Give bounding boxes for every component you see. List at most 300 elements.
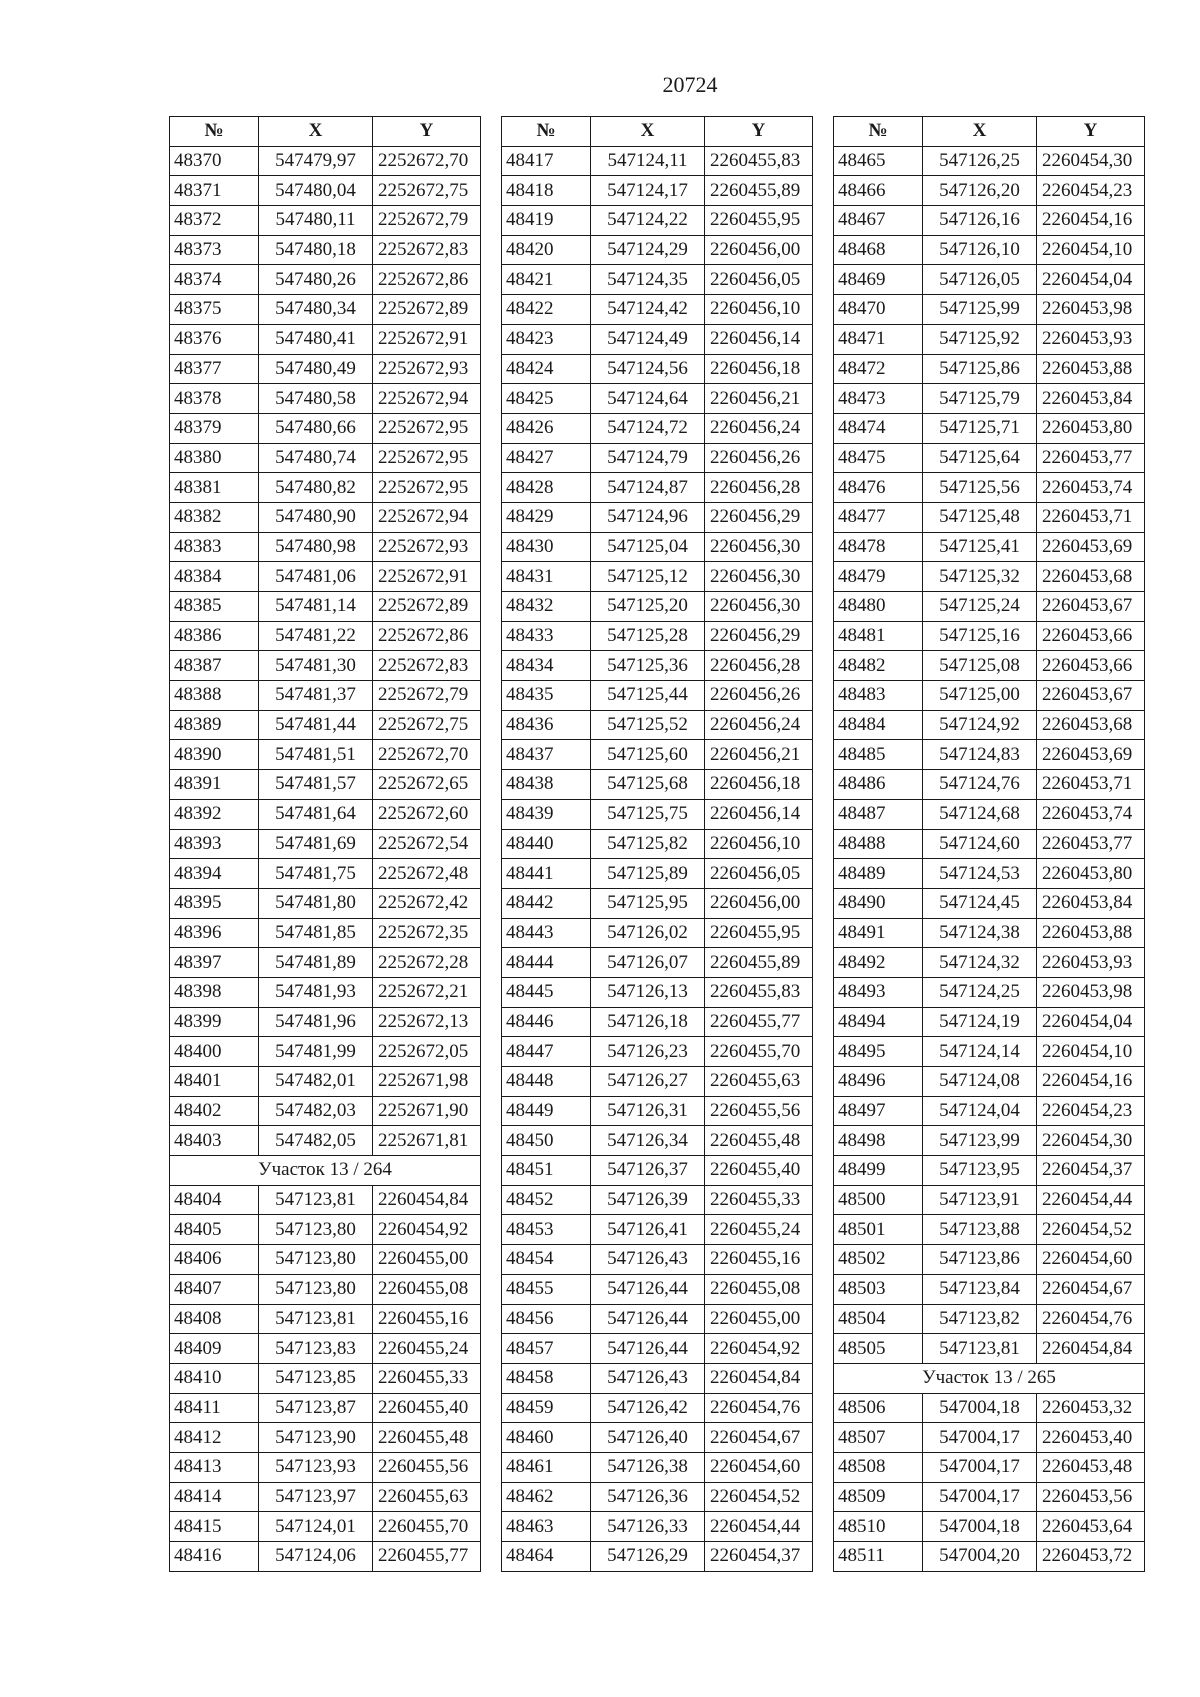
x-coordinate-cell: 547126,16 xyxy=(923,206,1037,236)
section-row xyxy=(170,1156,481,1186)
y-coordinate-cell: 2252672,93 xyxy=(373,354,481,384)
y-coordinate-cell: 2260455,70 xyxy=(373,1512,481,1542)
table-row xyxy=(502,1037,813,1067)
header-num: № xyxy=(502,117,591,147)
y-coordinate-cell: 2252672,83 xyxy=(373,651,481,681)
x-coordinate-cell: 547123,82 xyxy=(923,1304,1037,1334)
table-row xyxy=(170,651,481,681)
table-row xyxy=(170,918,481,948)
y-coordinate-cell: 2260453,71 xyxy=(1037,502,1145,532)
table-row xyxy=(502,770,813,800)
point-number-cell: 48450 xyxy=(502,1126,591,1156)
x-coordinate-cell: 547480,90 xyxy=(259,502,373,532)
x-coordinate-cell: 547124,72 xyxy=(591,413,705,443)
table-row xyxy=(502,1512,813,1542)
table-row xyxy=(502,1393,813,1423)
x-coordinate-cell: 547126,42 xyxy=(591,1393,705,1423)
table-row xyxy=(834,948,1145,978)
y-coordinate-cell: 2260453,64 xyxy=(1037,1512,1145,1542)
x-coordinate-cell: 547480,26 xyxy=(259,265,373,295)
table-row xyxy=(834,235,1145,265)
point-number-cell: 48438 xyxy=(502,770,591,800)
point-number-cell: 48383 xyxy=(170,532,259,562)
point-number-cell: 48472 xyxy=(834,354,923,384)
point-number-cell: 48399 xyxy=(170,1007,259,1037)
point-number-cell: 48510 xyxy=(834,1512,923,1542)
point-number-cell: 48458 xyxy=(502,1363,591,1393)
table-row xyxy=(502,1096,813,1126)
x-coordinate-cell: 547126,38 xyxy=(591,1452,705,1482)
table-row xyxy=(502,799,813,829)
y-coordinate-cell: 2260453,68 xyxy=(1037,710,1145,740)
table-row xyxy=(502,502,813,532)
point-number-cell: 48421 xyxy=(502,265,591,295)
x-coordinate-cell: 547125,68 xyxy=(591,770,705,800)
point-number-cell: 48418 xyxy=(502,176,591,206)
point-number-cell: 48370 xyxy=(170,146,259,176)
x-coordinate-cell: 547124,11 xyxy=(591,146,705,176)
x-coordinate-cell: 547123,93 xyxy=(259,1452,373,1482)
x-coordinate-cell: 547126,07 xyxy=(591,948,705,978)
y-coordinate-cell: 2260453,66 xyxy=(1037,621,1145,651)
table-row xyxy=(170,1067,481,1097)
x-coordinate-cell: 547481,96 xyxy=(259,1007,373,1037)
y-coordinate-cell: 2260454,52 xyxy=(1037,1215,1145,1245)
point-number-cell: 48384 xyxy=(170,562,259,592)
x-coordinate-cell: 547126,44 xyxy=(591,1304,705,1334)
point-number-cell: 48405 xyxy=(170,1215,259,1245)
y-coordinate-cell: 2260455,24 xyxy=(373,1334,481,1364)
x-coordinate-cell: 547482,01 xyxy=(259,1067,373,1097)
table-row xyxy=(502,1215,813,1245)
point-number-cell: 48387 xyxy=(170,651,259,681)
table-row xyxy=(502,710,813,740)
table-row xyxy=(834,1185,1145,1215)
y-coordinate-cell: 2260456,30 xyxy=(705,592,813,622)
x-coordinate-cell: 547480,58 xyxy=(259,384,373,414)
table-row xyxy=(834,592,1145,622)
table-row xyxy=(502,918,813,948)
point-number-cell: 48485 xyxy=(834,740,923,770)
x-coordinate-cell: 547126,05 xyxy=(923,265,1037,295)
x-coordinate-cell: 547124,42 xyxy=(591,295,705,325)
y-coordinate-cell: 2252671,81 xyxy=(373,1126,481,1156)
x-coordinate-cell: 547124,29 xyxy=(591,235,705,265)
y-coordinate-cell: 2260456,28 xyxy=(705,651,813,681)
x-coordinate-cell: 547125,64 xyxy=(923,443,1037,473)
header-num: № xyxy=(170,117,259,147)
point-number-cell: 48489 xyxy=(834,859,923,889)
y-coordinate-cell: 2252672,83 xyxy=(373,235,481,265)
table-row xyxy=(170,1512,481,1542)
x-coordinate-cell: 547480,66 xyxy=(259,413,373,443)
x-coordinate-cell: 547123,85 xyxy=(259,1363,373,1393)
point-number-cell: 48468 xyxy=(834,235,923,265)
point-number-cell: 48423 xyxy=(502,324,591,354)
y-coordinate-cell: 2252672,86 xyxy=(373,621,481,651)
point-number-cell: 48504 xyxy=(834,1304,923,1334)
point-number-cell: 48482 xyxy=(834,651,923,681)
table-row xyxy=(502,859,813,889)
header-row xyxy=(502,117,813,147)
x-coordinate-cell: 547123,99 xyxy=(923,1126,1037,1156)
point-number-cell: 48434 xyxy=(502,651,591,681)
point-number-cell: 48491 xyxy=(834,918,923,948)
point-number-cell: 48495 xyxy=(834,1037,923,1067)
point-number-cell: 48388 xyxy=(170,681,259,711)
x-coordinate-cell: 547124,83 xyxy=(923,740,1037,770)
x-coordinate-cell: 547126,23 xyxy=(591,1037,705,1067)
y-coordinate-cell: 2260454,44 xyxy=(705,1512,813,1542)
x-coordinate-cell: 547125,71 xyxy=(923,413,1037,443)
table-row xyxy=(834,1334,1145,1364)
table-row xyxy=(170,948,481,978)
point-number-cell: 48408 xyxy=(170,1304,259,1334)
x-coordinate-cell: 547481,14 xyxy=(259,592,373,622)
point-number-cell: 48417 xyxy=(502,146,591,176)
point-number-cell: 48390 xyxy=(170,740,259,770)
x-coordinate-cell: 547481,93 xyxy=(259,977,373,1007)
x-coordinate-cell: 547124,53 xyxy=(923,859,1037,889)
table-row xyxy=(170,265,481,295)
table-row xyxy=(502,1363,813,1393)
point-number-cell: 48470 xyxy=(834,295,923,325)
point-number-cell: 48500 xyxy=(834,1185,923,1215)
point-number-cell: 48419 xyxy=(502,206,591,236)
table-row xyxy=(170,888,481,918)
y-coordinate-cell: 2260454,44 xyxy=(1037,1185,1145,1215)
x-coordinate-cell: 547125,04 xyxy=(591,532,705,562)
y-coordinate-cell: 2252672,94 xyxy=(373,384,481,414)
y-coordinate-cell: 2260454,10 xyxy=(1037,1037,1145,1067)
table-row xyxy=(170,324,481,354)
table-row xyxy=(170,354,481,384)
table-row xyxy=(170,740,481,770)
x-coordinate-cell: 547123,81 xyxy=(923,1334,1037,1364)
y-coordinate-cell: 2260455,56 xyxy=(705,1096,813,1126)
table-row xyxy=(502,473,813,503)
x-coordinate-cell: 547125,32 xyxy=(923,562,1037,592)
table-row xyxy=(502,1156,813,1186)
y-coordinate-cell: 2252672,48 xyxy=(373,859,481,889)
page-number: 20724 xyxy=(662,72,718,97)
y-coordinate-cell: 2260456,05 xyxy=(705,859,813,889)
table-row xyxy=(170,1334,481,1364)
table-row xyxy=(170,1245,481,1275)
table-row xyxy=(834,1452,1145,1482)
point-number-cell: 48376 xyxy=(170,324,259,354)
table-row xyxy=(170,235,481,265)
y-coordinate-cell: 2260453,40 xyxy=(1037,1423,1145,1453)
section-label: Участок 13 / 264 xyxy=(170,1156,481,1186)
table-row xyxy=(170,799,481,829)
x-coordinate-cell: 547124,14 xyxy=(923,1037,1037,1067)
point-number-cell: 48506 xyxy=(834,1393,923,1423)
x-coordinate-cell: 547124,06 xyxy=(259,1542,373,1572)
table-row xyxy=(834,651,1145,681)
y-coordinate-cell: 2252672,93 xyxy=(373,532,481,562)
point-number-cell: 48511 xyxy=(834,1542,923,1572)
x-coordinate-cell: 547481,85 xyxy=(259,918,373,948)
x-coordinate-cell: 547004,18 xyxy=(923,1512,1037,1542)
y-coordinate-cell: 2260455,63 xyxy=(373,1482,481,1512)
y-coordinate-cell: 2260453,80 xyxy=(1037,413,1145,443)
x-coordinate-cell: 547126,44 xyxy=(591,1334,705,1364)
x-coordinate-cell: 547126,43 xyxy=(591,1245,705,1275)
y-coordinate-cell: 2260455,83 xyxy=(705,977,813,1007)
table-row xyxy=(834,295,1145,325)
coordinates-table-2 xyxy=(501,116,813,1572)
point-number-cell: 48497 xyxy=(834,1096,923,1126)
y-coordinate-cell: 2252672,86 xyxy=(373,265,481,295)
y-coordinate-cell: 2260456,18 xyxy=(705,770,813,800)
point-number-cell: 48416 xyxy=(170,1542,259,1572)
y-coordinate-cell: 2260455,16 xyxy=(705,1245,813,1275)
table-row xyxy=(170,502,481,532)
table-row xyxy=(502,1185,813,1215)
point-number-cell: 48457 xyxy=(502,1334,591,1364)
table-row xyxy=(834,1482,1145,1512)
table-row xyxy=(834,681,1145,711)
y-coordinate-cell: 2260454,67 xyxy=(1037,1274,1145,1304)
point-number-cell: 48451 xyxy=(502,1156,591,1186)
table-row xyxy=(834,977,1145,1007)
x-coordinate-cell: 547123,80 xyxy=(259,1245,373,1275)
point-number-cell: 48428 xyxy=(502,473,591,503)
header-y: Y xyxy=(373,117,481,147)
x-coordinate-cell: 547125,00 xyxy=(923,681,1037,711)
x-coordinate-cell: 547126,20 xyxy=(923,176,1037,206)
point-number-cell: 48380 xyxy=(170,443,259,473)
y-coordinate-cell: 2260455,95 xyxy=(705,206,813,236)
x-coordinate-cell: 547481,51 xyxy=(259,740,373,770)
y-coordinate-cell: 2260454,84 xyxy=(1037,1334,1145,1364)
y-coordinate-cell: 2260453,74 xyxy=(1037,473,1145,503)
table-row xyxy=(834,1096,1145,1126)
x-coordinate-cell: 547125,24 xyxy=(923,592,1037,622)
table-row xyxy=(502,621,813,651)
x-coordinate-cell: 547125,12 xyxy=(591,562,705,592)
y-coordinate-cell: 2260453,77 xyxy=(1037,443,1145,473)
table-row xyxy=(834,1037,1145,1067)
table-row xyxy=(502,651,813,681)
y-coordinate-cell: 2252672,89 xyxy=(373,592,481,622)
point-number-cell: 48477 xyxy=(834,502,923,532)
table-row xyxy=(834,888,1145,918)
table-row xyxy=(170,621,481,651)
y-coordinate-cell: 2260453,71 xyxy=(1037,770,1145,800)
x-coordinate-cell: 547123,81 xyxy=(259,1185,373,1215)
point-number-cell: 48402 xyxy=(170,1096,259,1126)
table-row xyxy=(502,1423,813,1453)
point-number-cell: 48379 xyxy=(170,413,259,443)
x-coordinate-cell: 547126,43 xyxy=(591,1363,705,1393)
point-number-cell: 48413 xyxy=(170,1452,259,1482)
x-coordinate-cell: 547124,92 xyxy=(923,710,1037,740)
y-coordinate-cell: 2252672,79 xyxy=(373,206,481,236)
point-number-cell: 48440 xyxy=(502,829,591,859)
y-coordinate-cell: 2260453,68 xyxy=(1037,562,1145,592)
x-coordinate-cell: 547126,10 xyxy=(923,235,1037,265)
table-row xyxy=(834,770,1145,800)
table-row xyxy=(502,1274,813,1304)
x-coordinate-cell: 547124,22 xyxy=(591,206,705,236)
x-coordinate-cell: 547123,88 xyxy=(923,1215,1037,1245)
x-coordinate-cell: 547481,89 xyxy=(259,948,373,978)
point-number-cell: 48499 xyxy=(834,1156,923,1186)
y-coordinate-cell: 2252672,75 xyxy=(373,176,481,206)
point-number-cell: 48498 xyxy=(834,1126,923,1156)
point-number-cell: 48397 xyxy=(170,948,259,978)
y-coordinate-cell: 2252672,54 xyxy=(373,829,481,859)
table-row xyxy=(502,1007,813,1037)
x-coordinate-cell: 547125,28 xyxy=(591,621,705,651)
point-number-cell: 48371 xyxy=(170,176,259,206)
table-row xyxy=(502,324,813,354)
y-coordinate-cell: 2260456,26 xyxy=(705,443,813,473)
y-coordinate-cell: 2260455,95 xyxy=(705,918,813,948)
x-coordinate-cell: 547481,30 xyxy=(259,651,373,681)
y-coordinate-cell: 2260456,14 xyxy=(705,799,813,829)
x-coordinate-cell: 547125,92 xyxy=(923,324,1037,354)
table-row xyxy=(834,1512,1145,1542)
y-coordinate-cell: 2260456,30 xyxy=(705,562,813,592)
y-coordinate-cell: 2260455,89 xyxy=(705,948,813,978)
table-row xyxy=(834,176,1145,206)
header-row xyxy=(170,117,481,147)
table-row xyxy=(834,621,1145,651)
section-row xyxy=(834,1363,1145,1393)
table-row xyxy=(502,176,813,206)
x-coordinate-cell: 547124,35 xyxy=(591,265,705,295)
x-coordinate-cell: 547124,64 xyxy=(591,384,705,414)
point-number-cell: 48374 xyxy=(170,265,259,295)
x-coordinate-cell: 547123,97 xyxy=(259,1482,373,1512)
x-coordinate-cell: 547126,39 xyxy=(591,1185,705,1215)
x-coordinate-cell: 547123,86 xyxy=(923,1245,1037,1275)
table-row xyxy=(502,265,813,295)
table-row xyxy=(502,384,813,414)
table-row xyxy=(502,1542,813,1572)
y-coordinate-cell: 2260454,60 xyxy=(705,1452,813,1482)
y-coordinate-cell: 2252672,95 xyxy=(373,473,481,503)
y-coordinate-cell: 2252672,28 xyxy=(373,948,481,978)
y-coordinate-cell: 2260455,16 xyxy=(373,1304,481,1334)
point-number-cell: 48373 xyxy=(170,235,259,265)
table-row xyxy=(170,473,481,503)
y-coordinate-cell: 2260455,08 xyxy=(373,1274,481,1304)
y-coordinate-cell: 2260454,60 xyxy=(1037,1245,1145,1275)
y-coordinate-cell: 2260453,77 xyxy=(1037,829,1145,859)
point-number-cell: 48453 xyxy=(502,1215,591,1245)
point-number-cell: 48430 xyxy=(502,532,591,562)
y-coordinate-cell: 2260456,29 xyxy=(705,502,813,532)
point-number-cell: 48444 xyxy=(502,948,591,978)
point-number-cell: 48507 xyxy=(834,1423,923,1453)
point-number-cell: 48406 xyxy=(170,1245,259,1275)
x-coordinate-cell: 547481,64 xyxy=(259,799,373,829)
x-coordinate-cell: 547124,76 xyxy=(923,770,1037,800)
y-coordinate-cell: 2260455,83 xyxy=(705,146,813,176)
x-coordinate-cell: 547481,69 xyxy=(259,829,373,859)
x-coordinate-cell: 547124,68 xyxy=(923,799,1037,829)
y-coordinate-cell: 2260455,00 xyxy=(373,1245,481,1275)
point-number-cell: 48473 xyxy=(834,384,923,414)
x-coordinate-cell: 547125,82 xyxy=(591,829,705,859)
y-coordinate-cell: 2260453,93 xyxy=(1037,948,1145,978)
point-number-cell: 48409 xyxy=(170,1334,259,1364)
header-x: X xyxy=(923,117,1037,147)
x-coordinate-cell: 547125,86 xyxy=(923,354,1037,384)
y-coordinate-cell: 2260453,80 xyxy=(1037,859,1145,889)
x-coordinate-cell: 547125,36 xyxy=(591,651,705,681)
header-row xyxy=(834,117,1145,147)
table-row xyxy=(834,443,1145,473)
point-number-cell: 48503 xyxy=(834,1274,923,1304)
x-coordinate-cell: 547479,97 xyxy=(259,146,373,176)
x-coordinate-cell: 547004,18 xyxy=(923,1393,1037,1423)
x-coordinate-cell: 547126,31 xyxy=(591,1096,705,1126)
y-coordinate-cell: 2260456,24 xyxy=(705,413,813,443)
y-coordinate-cell: 2260455,77 xyxy=(373,1542,481,1572)
table-row xyxy=(834,1007,1145,1037)
table-row xyxy=(834,1245,1145,1275)
x-coordinate-cell: 547124,25 xyxy=(923,977,1037,1007)
x-coordinate-cell: 547125,41 xyxy=(923,532,1037,562)
x-coordinate-cell: 547126,02 xyxy=(591,918,705,948)
x-coordinate-cell: 547123,91 xyxy=(923,1185,1037,1215)
y-coordinate-cell: 2260453,32 xyxy=(1037,1393,1145,1423)
table-row xyxy=(834,1126,1145,1156)
table-row xyxy=(170,710,481,740)
table-row xyxy=(170,443,481,473)
point-number-cell: 48454 xyxy=(502,1245,591,1275)
coordinates-table-1 xyxy=(169,116,481,1572)
table-row xyxy=(834,799,1145,829)
table-row xyxy=(170,592,481,622)
y-coordinate-cell: 2260453,84 xyxy=(1037,384,1145,414)
x-coordinate-cell: 547480,04 xyxy=(259,176,373,206)
x-coordinate-cell: 547126,25 xyxy=(923,146,1037,176)
table-row xyxy=(834,859,1145,889)
point-number-cell: 48431 xyxy=(502,562,591,592)
table-row xyxy=(502,888,813,918)
y-coordinate-cell: 2252672,79 xyxy=(373,681,481,711)
table-row xyxy=(502,1482,813,1512)
point-number-cell: 48496 xyxy=(834,1067,923,1097)
y-coordinate-cell: 2260455,08 xyxy=(705,1274,813,1304)
x-coordinate-cell: 547126,29 xyxy=(591,1542,705,1572)
y-coordinate-cell: 2260455,56 xyxy=(373,1452,481,1482)
point-number-cell: 48435 xyxy=(502,681,591,711)
point-number-cell: 48502 xyxy=(834,1245,923,1275)
x-coordinate-cell: 547480,98 xyxy=(259,532,373,562)
x-coordinate-cell: 547123,80 xyxy=(259,1215,373,1245)
table-row xyxy=(834,384,1145,414)
x-coordinate-cell: 547126,33 xyxy=(591,1512,705,1542)
point-number-cell: 48392 xyxy=(170,799,259,829)
y-coordinate-cell: 2252672,89 xyxy=(373,295,481,325)
x-coordinate-cell: 547124,17 xyxy=(591,176,705,206)
point-number-cell: 48452 xyxy=(502,1185,591,1215)
table-row xyxy=(834,1393,1145,1423)
table-row xyxy=(834,206,1145,236)
y-coordinate-cell: 2252672,42 xyxy=(373,888,481,918)
table-row xyxy=(170,562,481,592)
y-coordinate-cell: 2260455,00 xyxy=(705,1304,813,1334)
y-coordinate-cell: 2252672,70 xyxy=(373,146,481,176)
x-coordinate-cell: 547480,41 xyxy=(259,324,373,354)
